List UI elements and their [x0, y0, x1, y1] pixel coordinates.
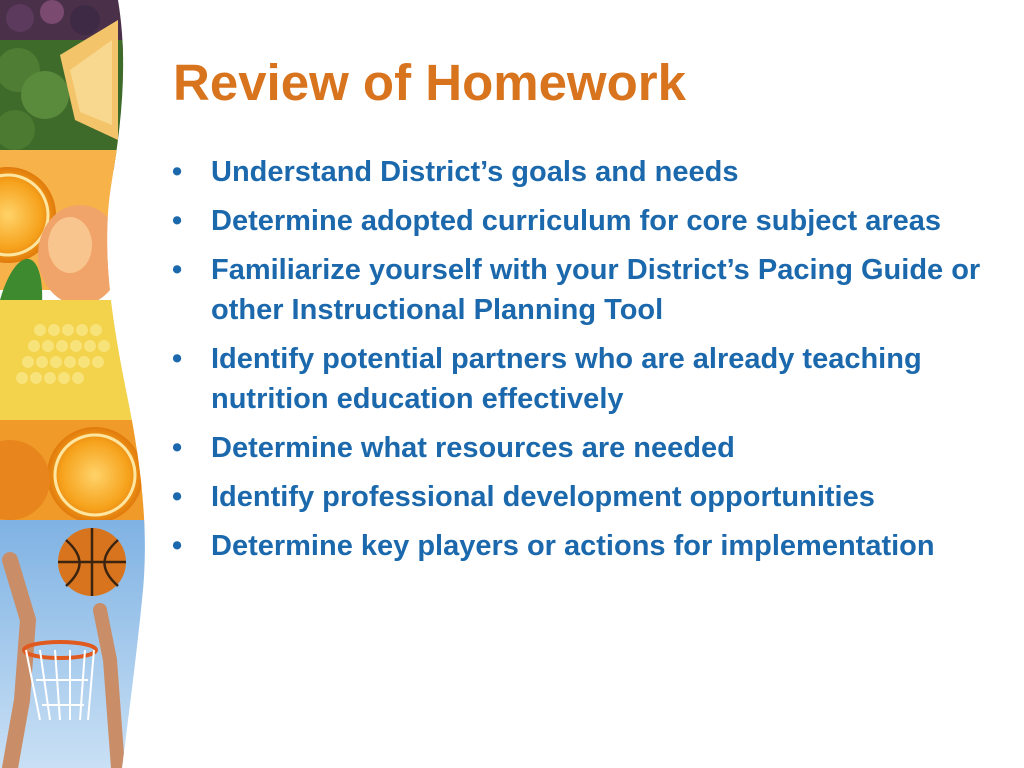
bullet-marker: •	[172, 530, 183, 562]
bullet-text: Identify potential partners who are already teaching nutrition education effectively	[211, 343, 922, 415]
bullet-text: Determine what resources are needed	[211, 432, 735, 464]
bullet-item	[172, 152, 992, 192]
bullet-marker: •	[172, 205, 183, 237]
photo-collage-image	[0, 0, 170, 768]
bullet-marker: •	[172, 343, 183, 375]
bullet-marker: •	[172, 254, 183, 286]
bullet-text: Determine adopted curriculum for core subject areas	[211, 205, 942, 237]
bullet-item	[172, 339, 992, 419]
bullet-item	[172, 526, 992, 566]
bullet-text: Identify professional development opportunities	[211, 481, 875, 513]
bullet-list	[172, 152, 992, 575]
bullet-item	[172, 250, 992, 330]
bullet-marker: •	[172, 432, 183, 464]
bullet-text: Determine key players or actions for implementation	[211, 530, 935, 562]
fruit-vegetable-basketball-photo-strip	[0, 0, 170, 768]
slide-title: Review of Homework	[173, 54, 686, 111]
bullet-text: Familiarize yourself with your District’s Pacing Guide or other Instructional Planning Tool	[211, 254, 981, 326]
bullet-item	[172, 477, 992, 517]
bullet-marker: •	[172, 481, 183, 513]
bullet-item	[172, 201, 992, 241]
bullet-item	[172, 428, 992, 468]
bullet-marker: •	[172, 156, 183, 188]
bullet-text: Understand District’s goals and needs	[211, 156, 739, 188]
